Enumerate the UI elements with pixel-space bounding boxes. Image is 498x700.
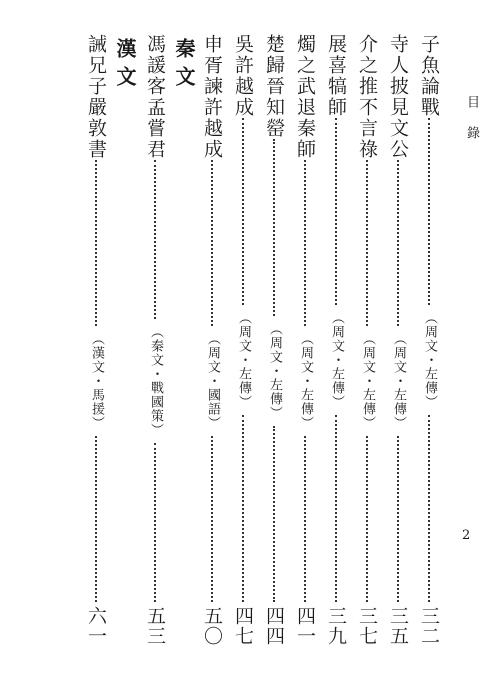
entry-source: （周文・左傳） [236,311,251,409]
leader-dots [273,426,275,603]
section-heading-qin: 秦文 [172,38,196,94]
leader-dots [428,118,430,305]
entry-page: 四一 [294,606,316,646]
leader-dots [304,436,306,602]
toc-entry-6[interactable] [261,34,287,646]
toc-entry-4[interactable] [323,34,349,646]
entry-source: （秦文・戰國策） [148,325,163,437]
toc-entry-1[interactable] [416,34,442,646]
leader-dots [335,415,337,602]
leader-dots [211,160,213,326]
page-number: 2 [462,528,471,543]
leader-dots [397,160,399,326]
entry-page: 四七 [232,606,254,646]
leader-dots [154,160,156,319]
entry-title: 燭之武退秦師 [294,34,316,160]
entry-title: 介之推不言祿 [356,34,378,160]
entry-title: 展喜犒師 [325,34,347,118]
leader-dots [335,118,337,305]
leader-dots [366,160,368,326]
section-heading-han: 漢文 [113,38,137,94]
entry-page: 三二 [418,606,440,646]
entry-source: （周文・左傳） [329,311,344,409]
leader-dots [242,415,244,602]
toc-entry-10[interactable] [83,34,109,646]
entry-page: 六一 [85,606,107,646]
toc-entry-9[interactable] [142,34,168,646]
entry-title: 寺人披見文公 [387,34,409,160]
toc-entry-7[interactable] [230,34,256,646]
entry-page: 三九 [325,606,347,646]
entry-page: 四四 [263,606,285,646]
entry-page: 三五 [387,606,409,646]
running-head: 目錄 [464,95,479,157]
entry-title: 楚歸晉知罃 [263,34,285,139]
leader-dots [273,139,275,316]
toc-entry-2[interactable] [385,34,411,646]
entry-source: （周文・國語） [205,332,220,430]
leader-dots [95,160,97,326]
entry-title: 誡兄子嚴敦書 [85,34,107,160]
entry-page: 五三 [144,606,166,646]
entry-page: 五〇 [201,606,223,646]
leader-dots [428,415,430,602]
entry-page: 三七 [356,606,378,646]
entry-source: （周文・左傳） [391,332,406,430]
entry-source: （周文・左傳） [422,311,437,409]
entry-source: （周文・左傳） [267,321,282,420]
leader-dots [304,160,306,326]
leader-dots [242,118,244,305]
leader-dots [211,436,213,602]
leader-dots [366,436,368,602]
toc-entry-8[interactable] [199,34,225,646]
entry-title: 申胥諫許越成 [201,34,223,160]
entry-title: 子魚論戰 [418,34,440,118]
leader-dots [397,436,399,602]
entry-source: （漢文・馬援） [89,332,104,430]
entry-source: （周文・左傳） [298,332,313,430]
leader-dots [154,443,156,602]
toc-entry-3[interactable] [354,34,380,646]
entry-title: 吳許越成 [232,34,254,118]
entry-source: （周文・左傳） [360,332,375,430]
toc-entry-5[interactable] [292,34,318,646]
entry-title: 馮諼客孟嘗君 [144,34,166,160]
leader-dots [95,436,97,602]
